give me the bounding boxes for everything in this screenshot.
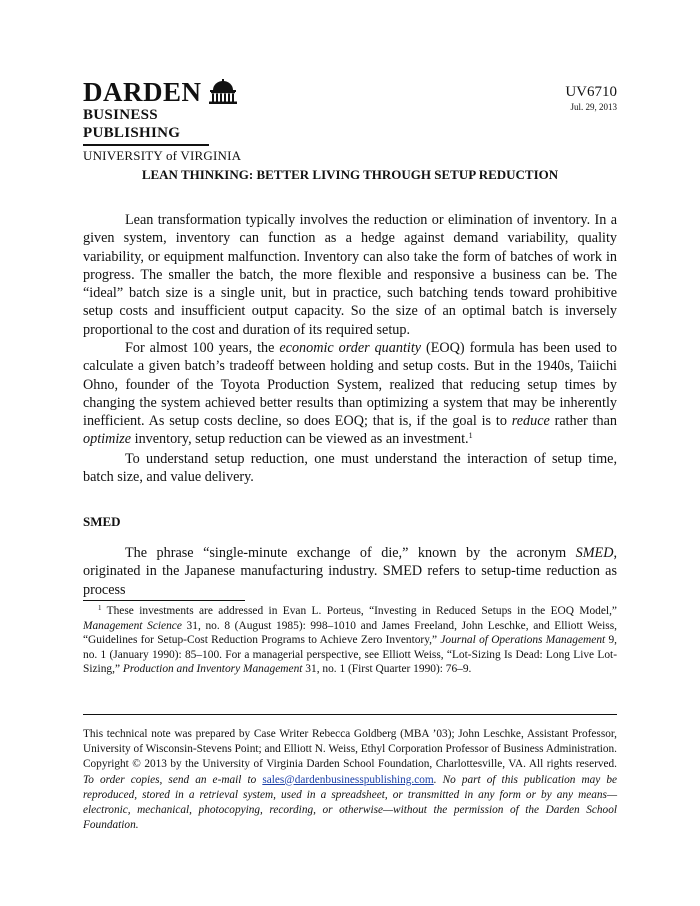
- paragraph-4-part-c: , originated in the Japanese manufacturing industry. SMED refers to setup-time reduction as process: [83, 545, 617, 598]
- paragraph-4-term-smed: SMED: [575, 545, 614, 561]
- sales-email-link[interactable]: sales@dardenbusinesspublishing.com: [262, 773, 434, 786]
- paragraph-2-text: [83, 339, 617, 449]
- footnote-journal-2: Journal of Operations Management: [440, 634, 606, 647]
- copyright-text: This technical note was prepared by Case Writer Rebecca Goldberg (MBA ’03); John Leschke, Assistant Professor, University of Wisconsin-Stevens Point; and Elliott N. Weiss, Ethyl Corporation Professor of Business Administration. Copyright © 2013 by the University of Virginia Darden School Foundation, Charlottesville, VA. All rights reserved.: [83, 728, 617, 771]
- footnote-1: [83, 604, 617, 677]
- paragraph-2-part-e: rather than: [549, 413, 617, 430]
- paragraph-4-part-a: The phrase “single-minute exchange of die,” known by the acronym: [125, 545, 576, 561]
- reproduction-notice: . No part of this publication may be reproduced, stored in a retrieval system, used in a spreadsheet, or transmitted in any form or by any means—electronic, mechanical, photocopying, recording, or otherwise—without the permission of the Darden School Foundation.: [83, 773, 617, 832]
- footnote-text-2: 31, no. 8 (August 1985): 998–1010 and James Freeland, John Leschke, and Elliott Weiss, “Guidelines for Setup-Cost Reduction Programs to Achieve Zero Inventory,”: [83, 619, 617, 647]
- paragraph-2: [83, 339, 617, 449]
- paragraph-3: [83, 450, 617, 487]
- logo-darden-text: DARDEN: [83, 77, 202, 107]
- footnote-journal-3: Production and Inventory Management: [122, 663, 303, 676]
- document-code-block: [565, 84, 617, 113]
- footnote-number: 1: [98, 604, 102, 612]
- paragraph-4-text: [83, 544, 617, 599]
- footnote-text-1: These investments are addressed in Evan L. Porteus, “Investing in Reduced Setups in the EOQ Model,”: [101, 605, 617, 617]
- darden-logo: [83, 79, 243, 164]
- paragraph-2-part-c: (EOQ) formula has been used to calculate a given batch’s tradeoff between holding and setup costs. But in the 1940s, Taiichi Ohno, founder of the Toyota Production System, realized that reducing setup times by changing the system achieved better results than optimizing a system that may be inherently inefficient. As setup costs decline, so does EOQ; that is, if the goal is to: [83, 340, 617, 430]
- logo-divider: [83, 144, 209, 146]
- paragraph-2-term-eoq: economic order quantity: [279, 340, 422, 356]
- paragraph-1: [83, 211, 617, 339]
- footnote-text-4: 31, no. 1 (First Quarter 1990): 76–9.: [302, 663, 472, 676]
- rotunda-icon: [208, 79, 238, 104]
- document-date: Jul. 29, 2013: [570, 102, 617, 112]
- footnote-journal-1: Management Science: [83, 619, 182, 632]
- document-title: LEAN THINKING: BETTER LIVING THROUGH SETUP REDUCTION: [141, 167, 559, 182]
- logo-business-publishing: BUSINESS PUBLISHING: [83, 107, 181, 141]
- paragraph-4: [83, 544, 617, 599]
- copyright-note: [83, 727, 617, 833]
- paragraph-2-part-a: For almost 100 years, the: [125, 340, 280, 356]
- order-copies-text: To order copies, send an e-mail to: [83, 773, 263, 786]
- paragraph-3-text: To understand setup reduction, one must understand the interaction of setup time, batch size, and value delivery.: [83, 451, 617, 486]
- footnote-text-3: 9, no. 1 (January 1990): 85–100. For a managerial perspective, see Elliott Weiss, “Lot-Sizing Is Dead: Long Live Lot-Sizing,”: [83, 634, 617, 676]
- paragraph-2-term-reduce: reduce: [511, 413, 550, 430]
- section-heading-smed: SMED: [83, 514, 121, 529]
- document-code: UV6710: [565, 84, 617, 100]
- footnote-reference[interactable]: 1: [468, 431, 473, 441]
- footnote-divider: [83, 600, 245, 601]
- bottom-divider: [83, 714, 617, 715]
- paragraph-2-part-g: inventory, setup reduction can be viewed as an investment.: [131, 431, 469, 448]
- logo-university: UNIVERSITY of VIRGINIA: [83, 147, 242, 163]
- paragraph-1-text: Lean transformation typically involves the reduction or elimination of inventory. In a given system, inventory can function as a hedge against demand variability, quality variability, or equipment malfunction. Inventory can also take the form of batches of work in progress. The smaller the batch, the more flexible and responsive a business can be. The “ideal” batch size is a single unit, but in practice, such batching tends toward prohibitive setup costs and insufficient output capacity. So the size of an optimal batch is inversely proportional to the cost and duration of its required setup.: [83, 212, 617, 338]
- paragraph-2-term-optimize: optimize: [83, 431, 132, 448]
